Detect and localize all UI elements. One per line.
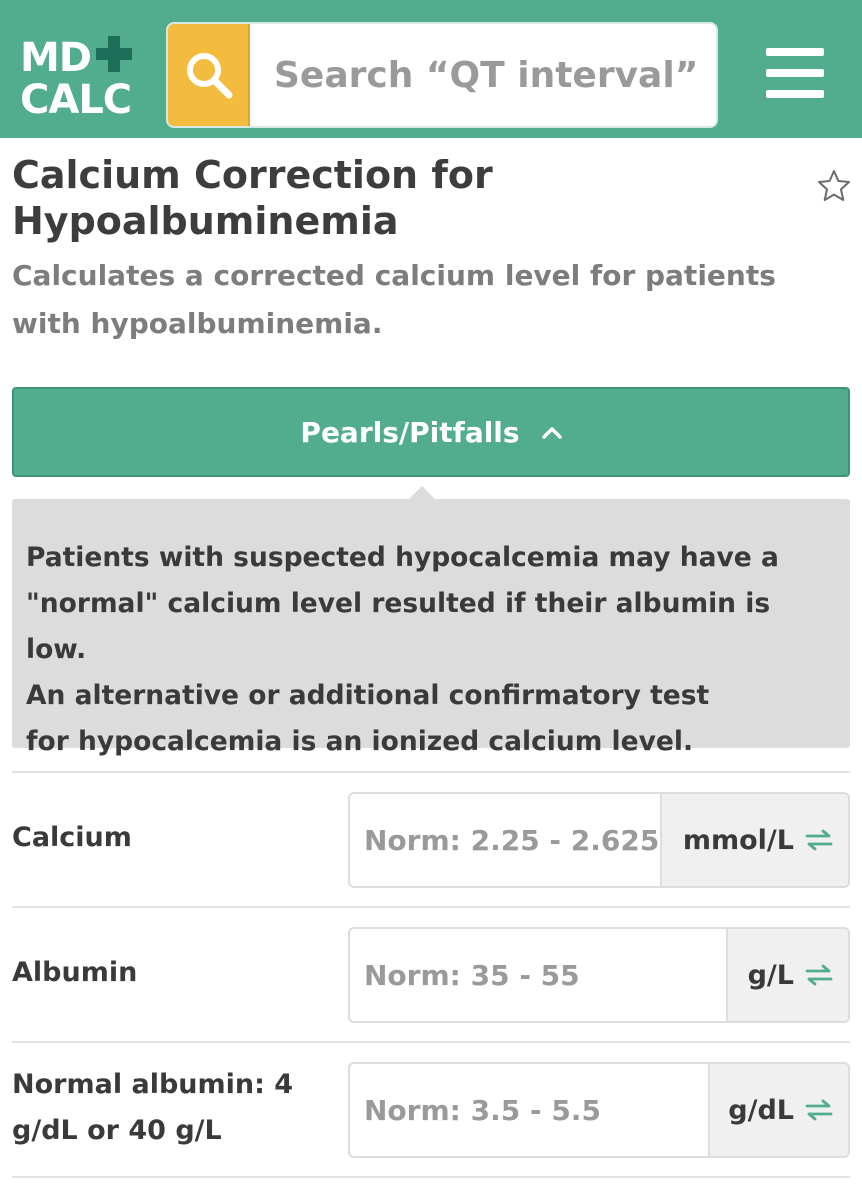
search-button[interactable] (168, 24, 250, 126)
pearls-pitfalls-label: Pearls/Pitfalls (300, 415, 520, 449)
divider (12, 906, 850, 908)
chevron-up-icon (542, 425, 562, 439)
divider (12, 771, 850, 773)
albumin-field (348, 927, 850, 1023)
calcium-input[interactable] (350, 794, 662, 886)
albumin-unit-label: g/L (747, 959, 794, 991)
logo-plus-icon (96, 36, 132, 72)
albumin-unit-toggle[interactable] (726, 929, 848, 1021)
normal-albumin-field (348, 1062, 850, 1158)
calculator-title: Calcium Correction for Hypoalbuminemia (12, 153, 493, 243)
search-bar (166, 22, 718, 128)
calculator-subtitle: Calculates a corrected calcium level for patients with hypoalbuminemia. (12, 259, 776, 340)
pearls-pitfalls-button[interactable] (12, 387, 850, 477)
albumin-input[interactable] (350, 929, 728, 1021)
pearls-line: An alternative or additional confirmatory test (26, 680, 710, 711)
normal-albumin-label-line: g/dL or 40 g/L (12, 1115, 222, 1146)
calcium-unit-toggle[interactable] (660, 794, 848, 886)
app-header (0, 0, 862, 138)
menu-button[interactable] (766, 48, 824, 98)
swap-arrows-icon (804, 828, 834, 852)
pearls-line: for hypocalcemia is an ionized calcium level. (26, 726, 694, 757)
search-input[interactable] (252, 24, 716, 126)
pearls-panel-pointer (408, 486, 436, 500)
normal-albumin-unit-toggle[interactable] (708, 1064, 848, 1156)
pearls-line: "normal" calcium level resulted if their albumin is low. (26, 588, 771, 665)
favorite-star-icon[interactable] (816, 168, 852, 204)
logo-text-md: MD (20, 35, 92, 81)
normal-albumin-label-line: Normal albumin: 4 (12, 1069, 294, 1100)
hamburger-icon-bar-bottom (766, 90, 824, 98)
pearls-pitfalls-panel (12, 499, 850, 757)
mdcalc-logo[interactable] (20, 35, 140, 123)
divider (12, 1176, 850, 1178)
calcium-unit-label: mmol/L (682, 824, 794, 856)
hamburger-icon-bar-top (766, 48, 824, 56)
normal-albumin-input[interactable] (350, 1064, 710, 1156)
calcium-field (348, 792, 850, 888)
hamburger-icon-bar-middle (766, 69, 824, 77)
calcium-label: Calcium (12, 822, 132, 853)
pearls-line: Patients with suspected hypocalcemia may have a (26, 542, 779, 573)
pearls-pitfalls-text (26, 535, 836, 765)
swap-arrows-icon (804, 1098, 834, 1122)
magnifier-icon (183, 49, 235, 101)
logo-text-calc: CALC (20, 77, 132, 123)
albumin-label: Albumin (12, 957, 138, 988)
normal-albumin-label (12, 1062, 293, 1154)
divider (12, 1041, 850, 1043)
normal-albumin-unit-label: g/dL (728, 1094, 794, 1126)
swap-arrows-icon (804, 963, 834, 987)
